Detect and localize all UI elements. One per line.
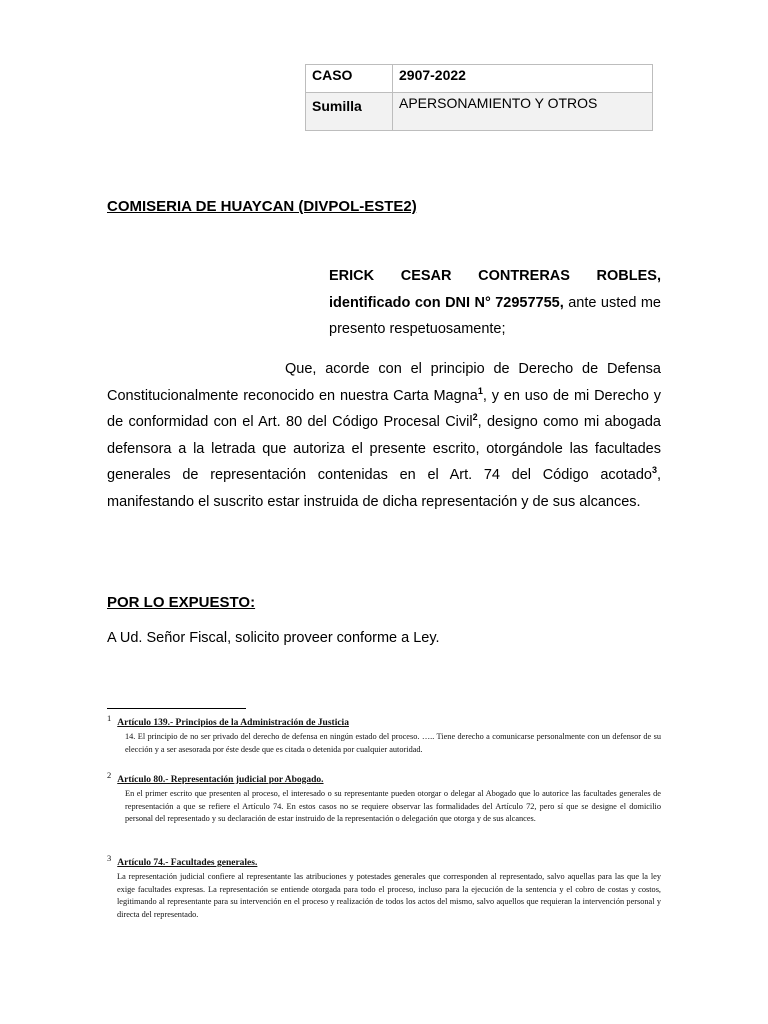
footnote-number: 3 (107, 853, 112, 863)
footnote-1 (107, 712, 661, 756)
footnote-text: La representación judicial confiere al representante las atribuciones y potestades generales que corresponden al representado, salvo aquellas para las que la ley exige facultades expresas. La representación se entiende otorgada para todo el proceso, incluso para la ejecución de la sentencia y el cobro de costas y costos, legitimando al representante para su intervención en el proceso y realización de todos los actos del mismo, salvo aquellos que requieran la intervención personal y directa del representado. (117, 872, 661, 919)
petitioner-id: identificado con DNI N° 72957755, (329, 294, 564, 311)
footnote-number: 1 (107, 713, 112, 723)
main-paragraph-part-3: , designo como mi abogada defensora a la letrada que autoriza el presente escrito, otorgándole las facultades generales de representación contenidas en el Art. 74 del Código acotado (107, 414, 661, 483)
main-paragraph-part-2: , y en uso de mi Derecho y de conformidad con el Art. 80 del Código Procesal Civil (107, 387, 661, 430)
main-paragraph-part-4: , manifestando el suscrito estar instruida de dicha representación y de sus alcances. (107, 467, 661, 510)
intro-paragraph (329, 263, 661, 343)
sumilla-label: Sumilla (306, 93, 393, 131)
footnote-number: 2 (107, 770, 112, 780)
main-paragraph (107, 356, 661, 515)
footnote-title: Artículo 80.- Representación judicial por Abogado. (117, 775, 324, 785)
addressee-heading: COMISERIA DE HUAYCAN (DIVPOL-ESTE2) (107, 198, 417, 215)
footnote-title: Artículo 74.- Facultades generales. (117, 858, 258, 868)
footnote-2 (107, 769, 661, 826)
footnote-text: En el primer escrito que presenten al proceso, el interesado o su representante pueden otorgar o delegar al Abogado que lo autorice las facultades generales de representación a que se refiere el Artículo 74. En estos casos no se requiere observar las formalidades del Artículo 72, pero sí que se designe el domicilio personal del representado y su declaración de estar instruido de la representación o delegación que otorga y de sus alcances. (125, 789, 661, 823)
footnote-3 (107, 852, 661, 921)
footnote-title: Artículo 139.- Principios de la Administración de Justicia (117, 718, 349, 728)
footnote-separator (107, 708, 246, 709)
footnote-text: 14. El principio de no ser privado del derecho de defensa en ningún estado del proceso. ….. Tiene derecho a comunicarse personalmente con un defensor de su elección y a ser asesorada por éste desde que es citada o detenida por cualquier autoridad. (125, 732, 661, 754)
sumilla-value: APERSONAMIENTO Y OTROS (393, 93, 653, 131)
intro-rest: ante usted me presento respetuosamente; (329, 294, 662, 337)
expuesto-heading: POR LO EXPUESTO: (107, 594, 256, 611)
footnote-ref-2: 2 (472, 412, 478, 423)
petitioner-name: ERICK CESAR CONTRERAS ROBLES, (329, 268, 661, 284)
case-number: 2907-2022 (393, 65, 653, 93)
footnote-ref-1: 1 (477, 385, 483, 396)
footnote-ref-3: 3 (651, 465, 657, 476)
main-paragraph-part-1: Que, acorde con el principio de Derecho de Defensa Constitucionalmente reconocido en nuestra Carta Magna (107, 361, 661, 404)
case-info-table (305, 64, 653, 131)
request-line: A Ud. Señor Fiscal, solicito proveer conforme a Ley. (107, 630, 440, 646)
case-label: CASO (306, 65, 393, 93)
case-number-row (306, 65, 653, 93)
sumilla-row (306, 93, 653, 131)
